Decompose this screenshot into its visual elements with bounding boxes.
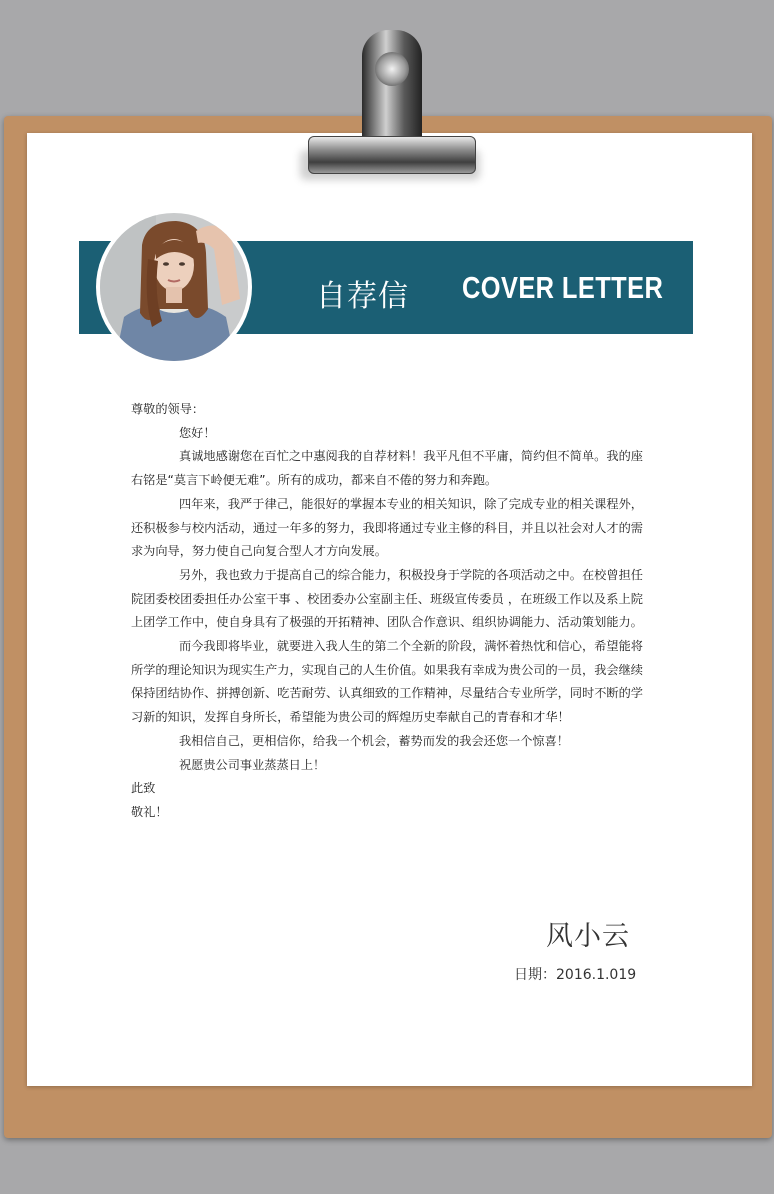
greeting: 您好！ <box>179 425 216 440</box>
paragraph-3: 另外，我也致力于提高自己的综合能力，积极投身于学院的各项活动之中。在校曾担任院团委校团委担任办公室干事 、校团委办公室副主任、班级宣传委员 ，在班级工作以及系上院上团学工作中，使自身具有了极强的开拓精神、团队合作意识、组织协调能力、活动策划能力。 <box>131 567 643 630</box>
closing-line-2: 敬礼！ <box>131 804 168 819</box>
binder-clip-arm <box>362 30 422 146</box>
paragraph-6: 祝愿贵公司事业蒸蒸日上！ <box>179 757 326 772</box>
portrait-photo <box>96 209 252 365</box>
paragraph-2: 四年来，我严于律己，能很好的掌握本专业的相关知识，除了完成专业的相关课程外，还积极参与校内活动，通过一年多的努力，我即将通过专业主修的科目，并且以社会对人才的需求为向导，努力使自己向复合型人才方向发展。 <box>131 496 643 559</box>
date-line: 日期：2016.1.019 <box>514 967 637 983</box>
title-english: COVER LETTER <box>462 270 664 305</box>
salutation: 尊敬的领导： <box>131 402 205 416</box>
paragraph-4: 而今我即将毕业，就要进入我人生的第二个全新的阶段，满怀着热忱和信心，希望能将所学的理论知识为现实生产力，实现自己的人生价值。如果我有幸成为贵公司的一员，我会继续保持团结协作、拼搏创新、吃苦耐劳、认真细致的工作精神，尽量结合专业所学，同时不断的学习新的知识，发挥自身所长，希望能为贵公司的辉煌历史奉献自己的青春和才华！ <box>131 639 643 725</box>
paragraph-1: 真诚地感谢您在百忙之中惠阅我的自荐材料！我平凡但不平庸，简约但不简单。我的座右铭是“莫言下岭便无难”。所有的成功，都来自不倦的努力和奔跑。 <box>131 449 643 488</box>
letter-body <box>131 398 643 825</box>
closing-line-1: 此致 <box>131 781 156 796</box>
avatar <box>96 209 252 365</box>
paragraph-5: 我相信自己，更相信你，给我一个机会，蓄势而发的我会还您一个惊喜！ <box>179 733 569 748</box>
binder-clip-icon <box>308 136 476 174</box>
title-chinese: 自荐信 <box>316 279 409 314</box>
binder-clip-hole <box>375 52 409 86</box>
signature: 风小云 <box>546 921 630 952</box>
